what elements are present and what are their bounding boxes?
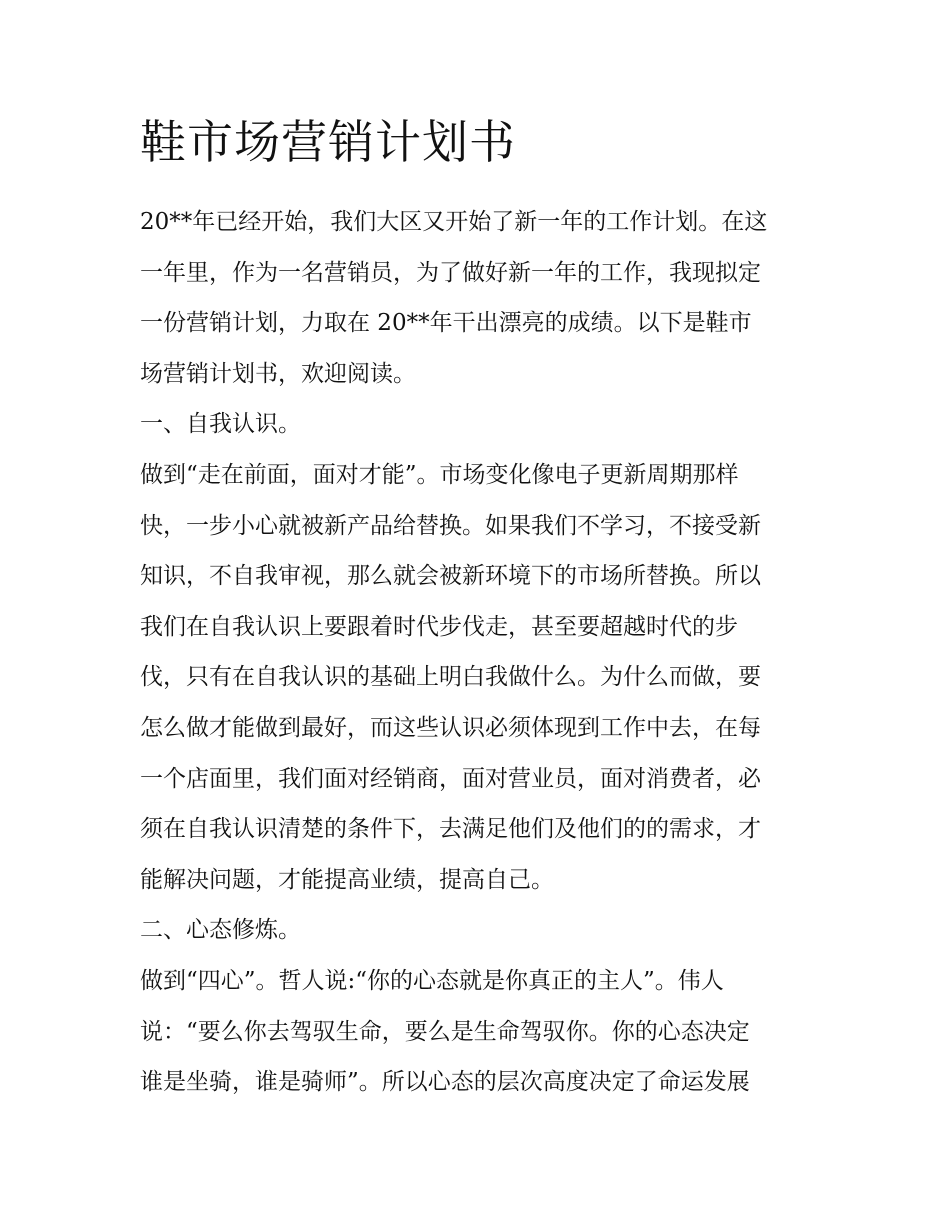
text-line: 伐，只有在自我认识的基础上明白我做什么。为什么而做，要 — [140, 664, 761, 691]
text-line: 知识，不自我审视，那么就会被新环境下的市场所替换。所以 — [140, 563, 761, 590]
text-line: 能解决问题，才能提高业绩，提高自己。 — [140, 866, 554, 893]
text-line: 说：“要么你去驾驭生命，要么是生命驾驭你。你的心态决定 — [140, 1018, 750, 1045]
section-heading: 一、自我认识。 — [140, 411, 301, 438]
document-body — [140, 197, 820, 1108]
text-line: 场营销计划书，欢迎阅读。 — [140, 360, 416, 387]
document-title: 鞋市场营销计划书 — [140, 115, 516, 169]
text-line: 一份营销计划，力取在 20**年干出漂亮的成绩。以下是鞋市 — [140, 310, 752, 337]
text-line: 20**年已经开始，我们大区又开始了新一年的工作计划。在这 — [140, 209, 768, 235]
text-line: 做到“走在前面，面对才能”。市场变化像电子更新周期那样 — [140, 461, 739, 488]
text-line: 快，一步小心就被新产品给替换。如果我们不学习，不接受新 — [140, 512, 761, 539]
text-line: 须在自我认识清楚的条件下，去满足他们及他们的的需求，才 — [140, 816, 761, 843]
text-line: 谁是坐骑，谁是骑师”。所以心态的层次高度决定了命运发展 — [140, 1069, 750, 1096]
text-line: 我们在自我认识上要跟着时代步伐走，甚至要超越时代的步 — [140, 613, 738, 640]
text-line: 做到“四心”。哲人说:“你的心态就是你真正的主人”。伟人 — [140, 967, 724, 994]
text-line: 一年里，作为一名营销员，为了做好新一年的工作，我现拟定 — [140, 259, 761, 286]
text-line: 怎么做才能做到最好，而这些认识必须体现到工作中去，在每 — [140, 714, 761, 741]
text-line: 一个店面里，我们面对经销商，面对营业员，面对消费者，必 — [140, 765, 761, 792]
section-heading: 二、心态修炼。 — [140, 917, 301, 944]
